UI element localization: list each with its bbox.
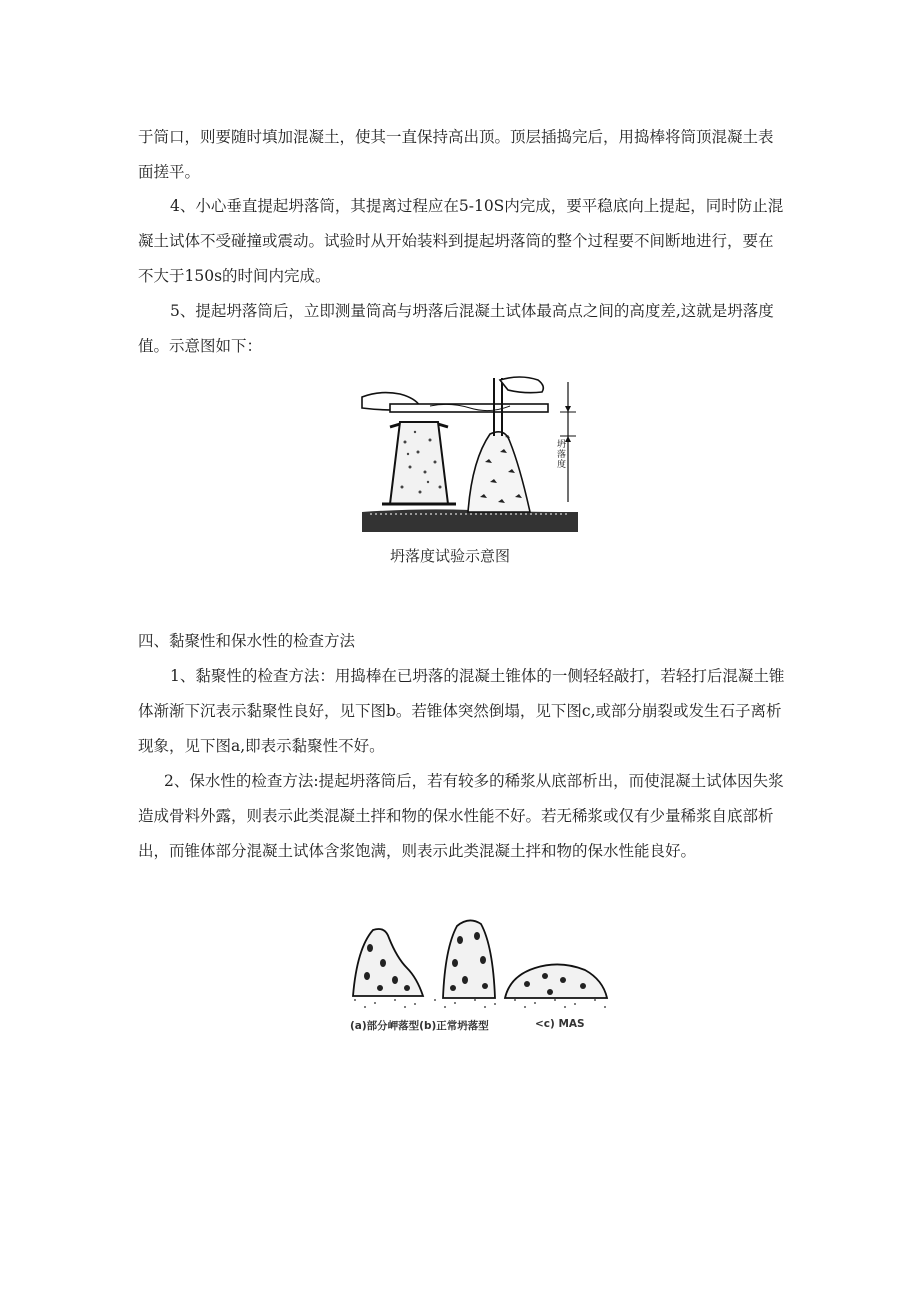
figure-1-caption: 坍落度试验示意图 <box>390 547 511 565</box>
slump-types-diagram <box>345 908 615 1010</box>
paragraph-water-retention: 2、保水性的检查方法:提起坍落筒后，若有较多的稀浆从底部析出，而使混凝土试体因失浆造成骨料外露，则表示此类混凝土拌和物的保水性能不好。若无稀浆或仅有少量稀浆自底部析出，而锥体部分混凝土试体含浆饱满，则表示此类混凝土拌和物的保水性能良好。 <box>138 772 784 860</box>
slump-label: 坍落度 <box>557 440 567 470</box>
figure-2-caption-ab: (a)部分岬落型(b)正常坍落型 <box>350 1020 489 1032</box>
paragraph-step-4: 4、小心垂直提起坍落筒，其提离过程应在5-10S内完成，要平稳底向上提起，同时防止混凝土试体不受碰撞或震动。试验时从开始装料到提起坍落筒的整个过程要不间断地进行，要在不大于150s的时间内完成。 <box>138 197 784 285</box>
figure-2-caption-c: <c) MAS <box>535 1018 585 1030</box>
paragraph-step-5: 5、提起坍落筒后，立即测量筒高与坍落后混凝土试体最高点之间的高度差,这就是坍落度值。示意图如下： <box>138 302 774 355</box>
slump-test-diagram <box>360 372 580 532</box>
paragraph-1: 于筒口，则要随时填加混凝土，使其一直保持高出顶。顶层插捣完后，用捣棒将筒顶混凝土表面搓平。 <box>138 128 774 181</box>
paragraph-cohesion: 1、黏聚性的检查方法：用捣棒在已坍落的混凝土锥体的一侧轻轻敲打，若轻打后混凝土锥体渐渐下沉表示黏聚性良好，见下图b。若锥体突然倒塌，见下图c,或部分崩裂或发生石子离析现象，见下图a,即表示黏聚性不好。 <box>138 667 785 755</box>
section-heading: 四、黏聚性和保水性的检查方法 <box>138 632 356 650</box>
